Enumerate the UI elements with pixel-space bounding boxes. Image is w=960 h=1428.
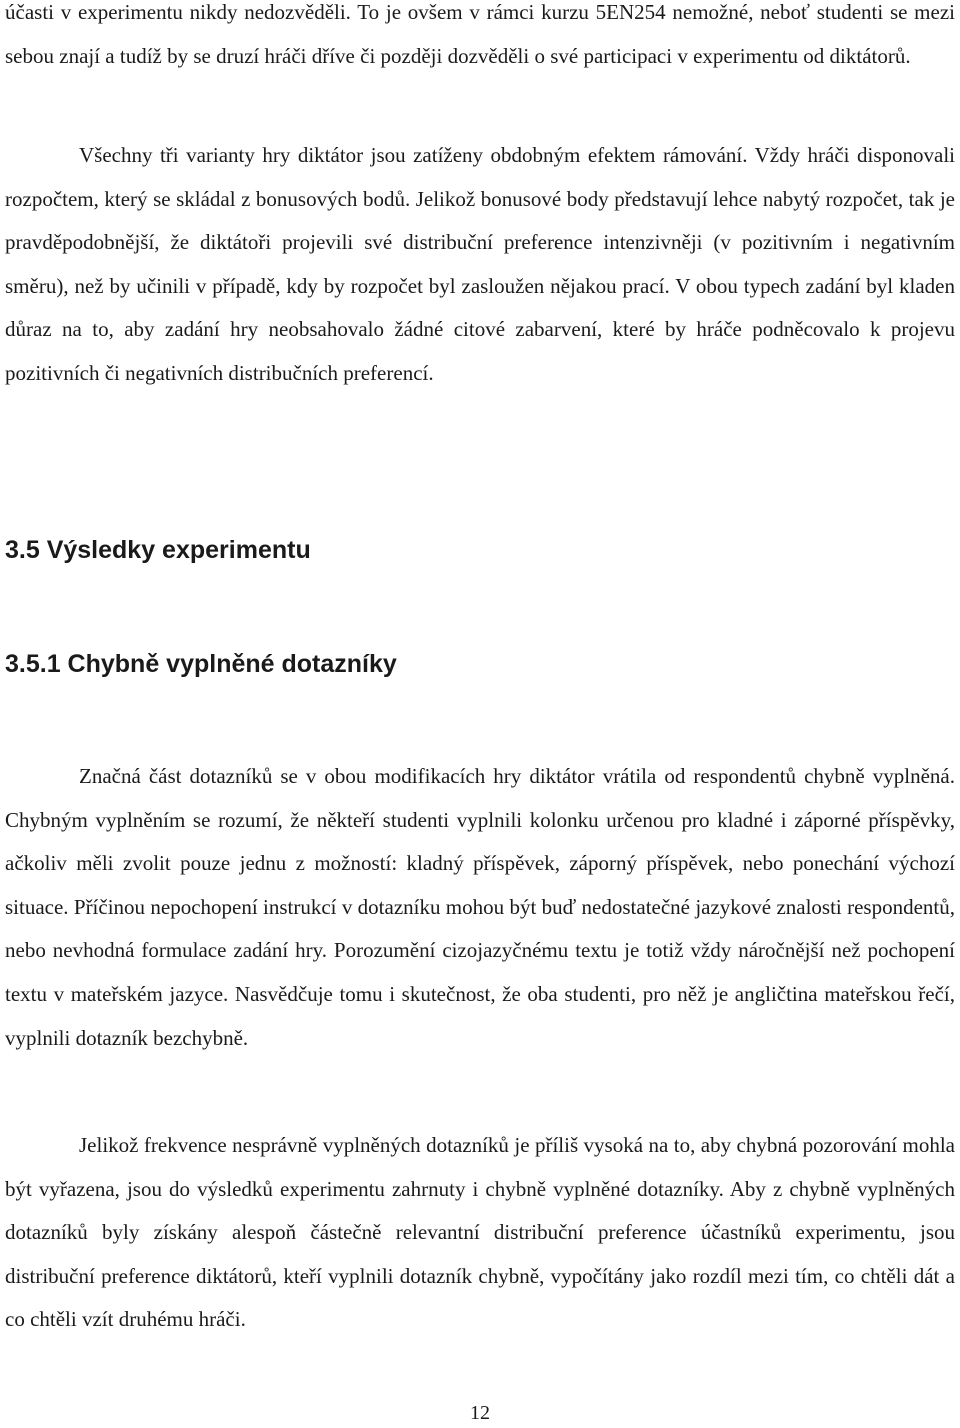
paragraph-framing-effect: Všechny tři varianty hry diktátor jsou zatíženy obdobným efektem rámování. Vždy hráči disponovali rozpočtem, který se skládal z bonusových bodů. Jelikož bonusové body představují lehce nabytý rozpočet, tak je pravděpodobnější, že diktátoři projevili své distribuční preference intenzivněji (v pozitivním i negativním směru), než by učinili v případě, kdy by rozpočet byl zasloužen nějakou prací. V obou typech zadání byl kladen důraz na to, aby zadání hry neobsahovalo žádné citové zabarvení, které by hráče podněcovalo k projevu pozitivních či negativních distribučních preferencí. — [5, 143, 955, 385]
paragraph-incorrect-questionnaires: Značná část dotazníků se v obou modifikacích hry diktátor vrátila od respondentů chybně vyplněná. Chybným vyplněním se rozumí, že někteří studenti vyplnili kolonku určenou pro kladné i záporné příspěvky, ačkoliv měli zvolit pouze jednu z možností: kladný příspěvek, záporný příspěvek, nebo ponechání výchozí situace. Příčinou nepochopení instrukcí v dotazníku mohou být buď nedostatečné jazykové znalosti respondentů, nebo nevhodná formulace zadání hry. Porozumění cizojazyčnému textu je totiž vždy náročnější než pochopení textu v mateřském jazyce. Nasvědčuje tomu i skutečnost, že oba studenti, pro něž je angličtina mateřskou řečí, vyplnili dotazník bezchybně. — [5, 764, 955, 1050]
subsection-heading: 3.5.1 Chybně vyplněné dotazníky — [5, 650, 397, 678]
page-number: 12 — [470, 1402, 490, 1424]
paragraph-continuation: účasti v experimentu nikdy nedozvěděli. To je ovšem v rámci kurzu 5EN254 nemožné, neboť studenti se mezi sebou znají a tudíž by se druzí hráči dříve či později dozvěděli o své participaci v experimentu od diktátorů. — [5, 0, 955, 68]
paragraph-inclusion-of-errors: Jelikož frekvence nesprávně vyplněných dotazníků je příliš vysoká na to, aby chybná pozorování mohla být vyřazena, jsou do výsledků experimentu zahrnuty i chybně vyplněné dotazníky. Aby z chybně vyplněných dotazníků byly získány alespoň částečně relevantní distribuční preference účastníků experimentu, jsou distribuční preference diktátorů, kteří vyplnili dotazník chybně, vypočítány jako rozdíl mezi tím, co chtěli dát a co chtěli vzít druhému hráči. — [5, 1133, 955, 1332]
section-heading: 3.5 Výsledky experimentu — [5, 536, 311, 564]
